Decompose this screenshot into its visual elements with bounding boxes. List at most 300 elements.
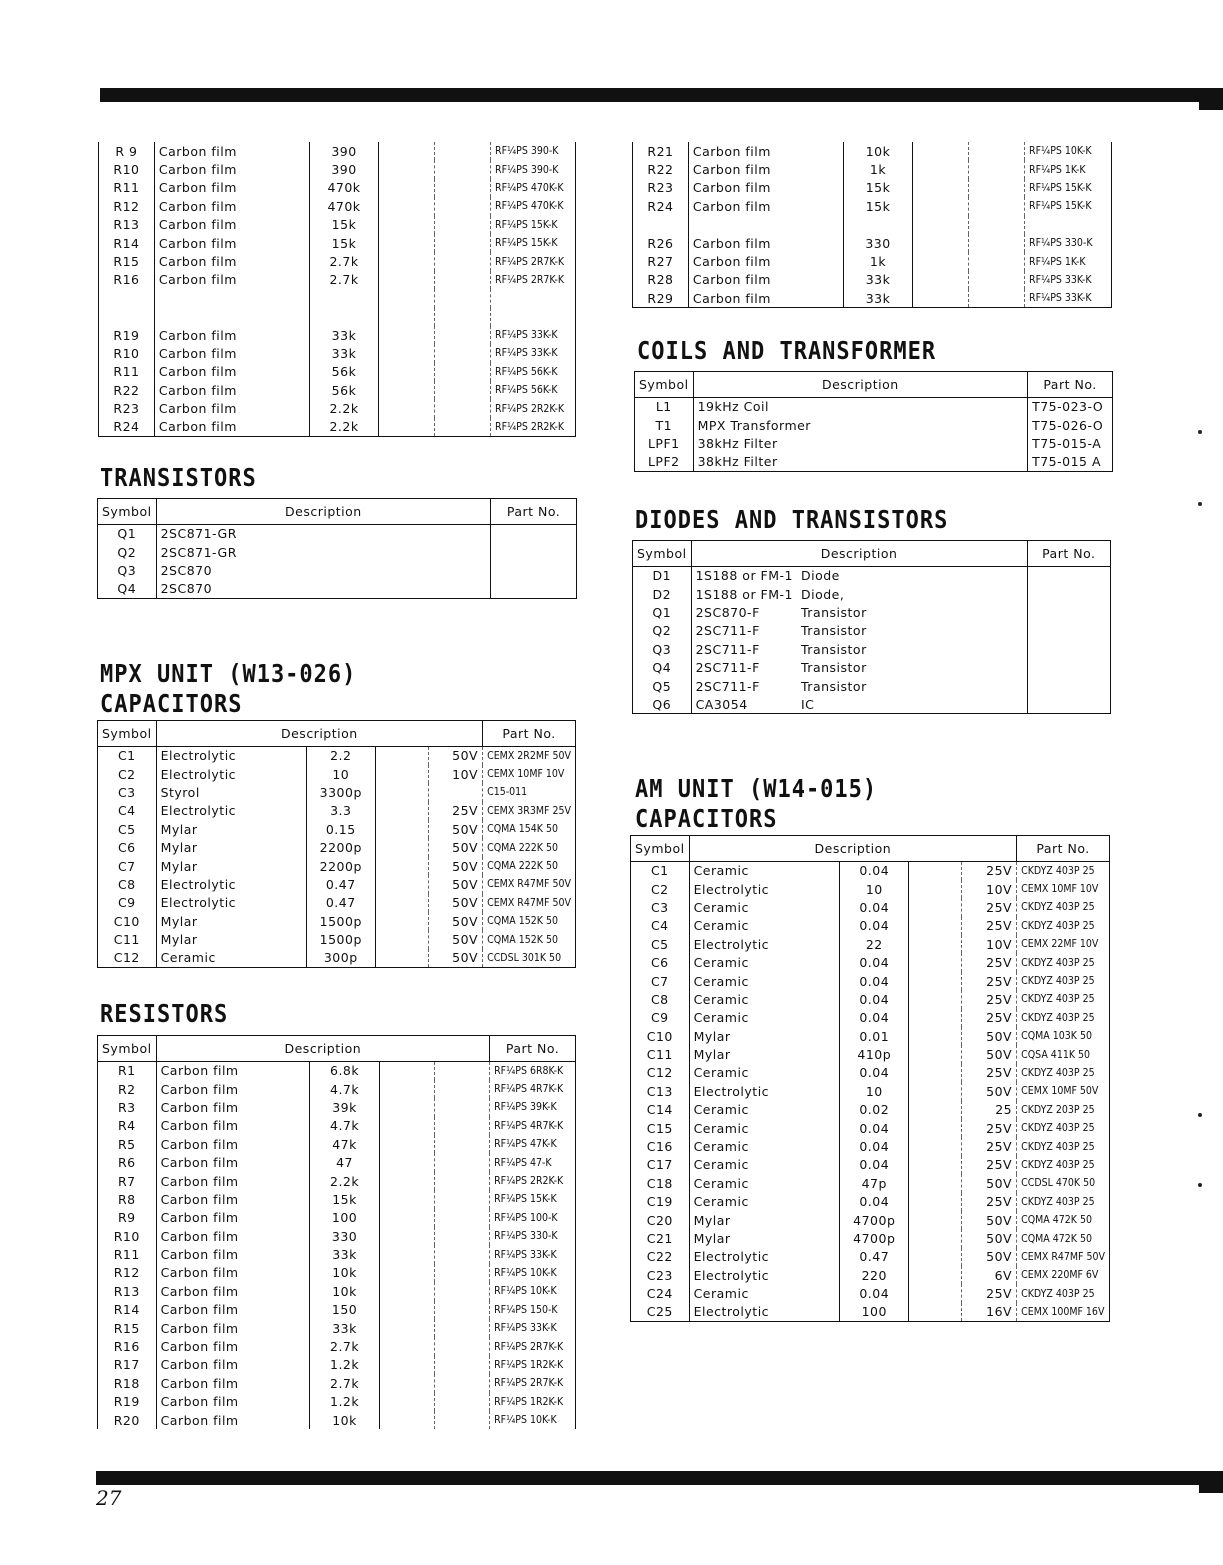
part-no-cell: CCDSL 470K 50 <box>1017 1174 1110 1192</box>
table-row <box>98 747 576 765</box>
rating-cell <box>434 1209 489 1227</box>
type-cell: Carbon film <box>154 271 309 289</box>
symbol-cell: R 9 <box>115 143 138 159</box>
header-symbol: Symbol <box>633 541 692 567</box>
rating-cell: 25V <box>962 1137 1017 1155</box>
value-cell: 10k <box>843 142 913 160</box>
value-cell <box>843 216 913 234</box>
symbol-cell: R10 <box>113 162 140 178</box>
type-cell: Carbon film <box>156 1393 310 1411</box>
blank-cell <box>909 1174 962 1192</box>
table-row <box>98 543 577 561</box>
margin-mark <box>1198 1183 1202 1187</box>
part-no-cell <box>1025 216 1112 234</box>
blank-cell <box>379 1319 434 1337</box>
symbol-cell: Q1 <box>652 604 672 620</box>
rating-cell <box>434 1337 489 1355</box>
value-cell: 2.2k <box>310 1172 379 1190</box>
value-cell: 1k <box>843 252 913 270</box>
symbol-cell: R26 <box>647 235 674 251</box>
symbol-cell: R15 <box>113 1320 140 1336</box>
symbol-cell: D1 <box>652 568 672 584</box>
header-part-no: Part No. <box>491 499 577 525</box>
symbol-cell: C11 <box>646 1047 673 1063</box>
blank-cell <box>379 1153 434 1171</box>
type-cell: Carbon film <box>156 1337 310 1355</box>
value-cell: 330 <box>310 1227 379 1245</box>
header-symbol: Symbol <box>98 721 157 747</box>
rating-cell <box>434 1393 489 1411</box>
value-cell: 410p <box>840 1045 909 1063</box>
header-symbol: Symbol <box>635 372 694 398</box>
symbol-cell: R13 <box>113 217 140 233</box>
blank-cell <box>375 875 428 893</box>
table-row <box>631 990 1110 1008</box>
rating-cell: 10V <box>428 765 483 783</box>
part-no-cell: CKDYZ 403P 25 <box>1017 917 1110 935</box>
part-no-cell: RF¼PS 56K-K <box>491 381 576 399</box>
blank-cell <box>379 1411 434 1429</box>
part-no-cell: RF¼PS 2R2K-K <box>491 399 576 417</box>
symbol-cell: Q2 <box>117 544 137 560</box>
part-no-cell: RF¼PS 56K-K <box>491 363 576 381</box>
am-capacitors-table-wrap <box>630 835 1110 1322</box>
blank-cell <box>913 160 969 178</box>
symbol-cell: C6 <box>117 840 136 856</box>
type-cell: Diode <box>801 568 840 584</box>
rating-cell <box>969 142 1025 160</box>
rating-cell <box>434 1374 489 1392</box>
margin-mark <box>1198 430 1202 434</box>
rating-cell <box>435 308 491 326</box>
type-cell: Carbon film <box>156 1172 310 1190</box>
table-row <box>98 1264 576 1282</box>
type-cell: Mylar <box>689 1211 840 1229</box>
rating-cell <box>434 1282 489 1300</box>
value-cell: 0.04 <box>840 1137 909 1155</box>
rating-cell <box>435 271 491 289</box>
table-row <box>631 1045 1110 1063</box>
table-row <box>635 434 1113 452</box>
type-cell: Transistor <box>801 660 867 676</box>
value-cell: 300p <box>306 949 375 967</box>
blank-cell <box>909 898 962 916</box>
type-cell: Carbon film <box>154 234 309 252</box>
blank-cell <box>375 783 428 801</box>
part-no-cell <box>491 561 577 579</box>
symbol-cell: C8 <box>117 876 136 892</box>
rating-cell <box>969 271 1025 289</box>
rating-cell <box>434 1135 489 1153</box>
table-row <box>633 142 1112 160</box>
blank-cell <box>909 862 962 880</box>
value-cell: 1k <box>843 160 913 178</box>
rating-cell: 50V <box>962 1248 1017 1266</box>
part-no-cell: RF¼PS 10K-K <box>490 1282 576 1300</box>
symbol-cell: R29 <box>647 290 674 306</box>
part-no-cell <box>1027 695 1110 713</box>
part-no-cell: CKDYZ 203P 25 <box>1017 1101 1110 1119</box>
blank-cell <box>379 1393 434 1411</box>
table-row <box>631 1137 1110 1155</box>
table-row <box>633 695 1111 713</box>
table-row <box>633 252 1112 270</box>
part-no-cell: RF¼PS 1R2K-K <box>490 1393 576 1411</box>
rating-cell <box>434 1356 489 1374</box>
rating-cell <box>969 160 1025 178</box>
value-cell: 56k <box>309 381 379 399</box>
rating-cell <box>969 252 1025 270</box>
rating-cell <box>435 418 491 436</box>
value-cell: 33k <box>309 326 379 344</box>
value-cell: 39k <box>310 1098 379 1116</box>
table-row <box>631 1211 1110 1229</box>
blank-cell <box>375 802 428 820</box>
section-title: DIODES AND TRANSISTORS <box>635 506 949 535</box>
type-cell: Ceramic <box>156 949 306 967</box>
table-row <box>98 783 576 801</box>
symbol-cell: C12 <box>646 1065 673 1081</box>
table-row <box>99 289 576 307</box>
symbol-cell: R10 <box>113 345 140 361</box>
type-cell: Electrolytic <box>156 765 306 783</box>
table-row <box>99 363 576 381</box>
value-cell: 0.04 <box>840 1156 909 1174</box>
type-cell: Ceramic <box>689 1156 840 1174</box>
part-no-cell: T75-023-O <box>1028 398 1113 416</box>
value-cell: 22 <box>840 935 909 953</box>
part-no-cell: RF¼PS 2R2K-K <box>491 418 576 436</box>
part-no-cell: CKDYZ 403P 25 <box>1017 990 1110 1008</box>
header-part-no: Part No. <box>1027 541 1110 567</box>
symbol-cell: C1 <box>650 863 669 879</box>
type-cell: Carbon film <box>154 197 309 215</box>
part-no-cell: RF¼PS 33K-K <box>490 1319 576 1337</box>
symbol-cell: R23 <box>113 401 140 417</box>
section-title: CAPACITORS <box>635 805 778 834</box>
part-cell: 2SC711-F <box>691 640 797 658</box>
rating-cell <box>434 1190 489 1208</box>
type-cell: Diode, <box>801 586 845 602</box>
section-title: COILS AND TRANSFORMER <box>637 337 937 366</box>
table-row <box>631 1082 1110 1100</box>
type-cell: Carbon film <box>154 363 309 381</box>
value-cell: 100 <box>840 1303 909 1321</box>
value-cell: 2200p <box>306 838 375 856</box>
type-cell: Transistor <box>801 678 867 694</box>
description-cell: 2SC870 <box>156 580 491 598</box>
rating-cell: 50V <box>428 912 483 930</box>
part-cell: 2SC711-F <box>691 658 797 676</box>
part-no-cell: RF¼PS 33K-K <box>491 344 576 362</box>
table-row <box>631 917 1110 935</box>
table-row <box>98 1117 576 1135</box>
value-cell: 4700p <box>840 1211 909 1229</box>
rating-cell: 50V <box>962 1027 1017 1045</box>
header-symbol: Symbol <box>631 836 690 862</box>
table-row <box>98 875 576 893</box>
diodes-section <box>635 506 949 535</box>
left-resistors-continued <box>98 142 576 437</box>
type-cell: Ceramic <box>689 862 840 880</box>
type-cell: Carbon film <box>156 1153 310 1171</box>
coils-section <box>637 337 937 366</box>
part-no-cell: RF¼PS 330-K <box>490 1227 576 1245</box>
rating-cell <box>435 326 491 344</box>
value-cell: 0.04 <box>840 898 909 916</box>
type-cell: Carbon film <box>688 179 843 197</box>
table-row <box>98 838 576 856</box>
table-row <box>631 1174 1110 1192</box>
value-cell: 0.04 <box>840 990 909 1008</box>
part-no-cell: RF¼PS 33K-K <box>491 326 576 344</box>
type-cell: Carbon film <box>156 1080 310 1098</box>
type-cell: Ceramic <box>689 1174 840 1192</box>
description-cell: 38kHz Filter <box>693 453 1028 471</box>
blank-cell <box>379 1209 434 1227</box>
part-no-cell: CEMX 2R2MF 50V <box>483 747 576 765</box>
value-cell: 10k <box>310 1264 379 1282</box>
type-cell: Mylar <box>689 1229 840 1247</box>
value-cell <box>309 289 379 307</box>
part-no-cell: T75-026-O <box>1028 416 1113 434</box>
part-no-cell: RF¼PS 15K-K <box>1025 197 1112 215</box>
symbol-cell: C8 <box>650 991 669 1007</box>
symbol-cell: R17 <box>113 1357 140 1373</box>
value-cell: 15k <box>843 197 913 215</box>
part-no-cell: RF¼PS 47-K <box>490 1153 576 1171</box>
table-row <box>99 160 576 178</box>
part-no-cell <box>1027 677 1110 695</box>
value-cell: 33k <box>310 1319 379 1337</box>
rating-cell <box>434 1264 489 1282</box>
part-cell: 2SC711-F <box>691 677 797 695</box>
table-row <box>98 1356 576 1374</box>
rating-cell: 50V <box>428 930 483 948</box>
rating-cell: 25V <box>962 917 1017 935</box>
part-no-cell: T75-015-A <box>1028 434 1113 452</box>
symbol-cell: C17 <box>646 1157 673 1173</box>
value-cell: 100 <box>310 1209 379 1227</box>
type-cell: Electrolytic <box>689 935 840 953</box>
blank-cell <box>909 1137 962 1155</box>
part-no-cell: RF¼PS 470K-K <box>491 179 576 197</box>
rating-cell: 25V <box>962 898 1017 916</box>
description-cell: 2SC871-GR <box>156 525 491 543</box>
type-cell: Carbon film <box>154 344 309 362</box>
table-row <box>98 1337 576 1355</box>
part-no-cell: CQMA 222K 50 <box>483 857 576 875</box>
table-row <box>633 585 1111 603</box>
value-cell: 47p <box>840 1174 909 1192</box>
symbol-cell: C2 <box>117 766 136 782</box>
table-row <box>99 381 576 399</box>
table-row <box>631 972 1110 990</box>
part-no-cell: RF¼PS 33K-K <box>1025 289 1112 307</box>
table-row <box>98 1080 576 1098</box>
symbol-cell: C5 <box>117 821 136 837</box>
part-no-cell: RF¼PS 15K-K <box>1025 179 1112 197</box>
part-no-cell: RF¼PS 470K-K <box>491 197 576 215</box>
part-no-cell <box>1027 658 1110 676</box>
blank-cell <box>909 1064 962 1082</box>
rating-cell <box>435 252 491 270</box>
blank-cell <box>379 1117 434 1135</box>
type-cell: Carbon film <box>154 418 309 436</box>
blank-cell <box>909 935 962 953</box>
symbol-cell: R11 <box>113 364 140 380</box>
blank-cell <box>379 399 435 417</box>
type-cell: Carbon film <box>688 142 843 160</box>
blank-cell <box>379 1282 434 1300</box>
type-cell: Ceramic <box>689 1193 840 1211</box>
part-cell: 2SC870-F <box>691 603 797 621</box>
rating-cell: 25V <box>962 1156 1017 1174</box>
type-cell: Electrolytic <box>689 1266 840 1284</box>
mpx-capacitors-table-wrap <box>97 720 576 968</box>
blank-cell <box>379 1245 434 1263</box>
type-cell: Electrolytic <box>156 894 306 912</box>
table-row <box>631 1248 1110 1266</box>
table-row <box>98 1227 576 1245</box>
symbol-cell: C19 <box>646 1194 673 1210</box>
margin-mark <box>1198 1113 1202 1117</box>
symbol-cell: R9 <box>117 1210 136 1226</box>
blank-cell <box>909 1193 962 1211</box>
rating-cell <box>969 234 1025 252</box>
blank-cell <box>379 326 435 344</box>
symbol-cell <box>99 308 155 326</box>
value-cell: 1.2k <box>310 1393 379 1411</box>
type-cell: Mylar <box>689 1045 840 1063</box>
value-cell: 10 <box>840 1082 909 1100</box>
part-no-cell: CKDYZ 403P 25 <box>1017 1064 1110 1082</box>
value-cell: 0.04 <box>840 917 909 935</box>
part-no-cell: CEMX 10MF 50V <box>1017 1082 1110 1100</box>
value-cell: 56k <box>309 363 379 381</box>
value-cell: 2.2 <box>306 747 375 765</box>
blank-cell <box>379 142 435 160</box>
rating-cell: 50V <box>962 1082 1017 1100</box>
value-cell: 0.47 <box>306 894 375 912</box>
part-no-cell <box>491 543 577 561</box>
symbol-cell: R3 <box>117 1099 136 1115</box>
type-cell: Carbon film <box>156 1117 310 1135</box>
rating-cell <box>435 381 491 399</box>
rating-cell: 25V <box>962 1193 1017 1211</box>
symbol-cell: R13 <box>113 1283 140 1299</box>
symbol-cell: R19 <box>113 327 140 343</box>
table-row <box>633 216 1112 234</box>
table-row <box>98 1301 576 1319</box>
type-cell: Ceramic <box>689 898 840 916</box>
blank-cell <box>909 880 962 898</box>
rating-cell: 16V <box>962 1303 1017 1321</box>
blank-cell <box>375 930 428 948</box>
type-cell <box>688 216 843 234</box>
table-row <box>631 935 1110 953</box>
header-description: Description <box>156 499 491 525</box>
unit-title: MPX UNIT (W13-026) <box>100 660 357 689</box>
section-title: RESISTORS <box>100 1000 229 1029</box>
rating-cell: 50V <box>428 820 483 838</box>
blank-cell <box>379 252 435 270</box>
symbol-cell: R11 <box>113 1247 140 1263</box>
type-cell: Carbon film <box>156 1245 310 1263</box>
type-cell: Carbon film <box>156 1282 310 1300</box>
type-cell: Electrolytic <box>689 1303 840 1321</box>
type-cell: Electrolytic <box>156 875 306 893</box>
value-cell: 4.7k <box>310 1080 379 1098</box>
part-no-cell: RF¼PS 47K-K <box>490 1135 576 1153</box>
transistors-table <box>97 498 577 599</box>
part-no-cell: CCDSL 301K 50 <box>483 949 576 967</box>
part-no-cell: CQMA 472K 50 <box>1017 1229 1110 1247</box>
part-no-cell <box>1027 585 1110 603</box>
value-cell: 10k <box>310 1282 379 1300</box>
rating-cell: 50V <box>428 747 483 765</box>
blank-cell <box>913 252 969 270</box>
type-cell: Carbon film <box>156 1319 310 1337</box>
table-row <box>99 399 576 417</box>
header-description: Description <box>689 836 1017 862</box>
type-cell <box>154 308 309 326</box>
table-row <box>631 1009 1110 1027</box>
symbol-cell: C9 <box>650 1010 669 1026</box>
type-cell: Carbon film <box>156 1227 310 1245</box>
header-description: Description <box>156 1036 490 1062</box>
value-cell: 0.15 <box>306 820 375 838</box>
blank-cell <box>909 1284 962 1302</box>
description-cell: 19kHz Coil <box>693 398 1028 416</box>
rating-cell <box>969 197 1025 215</box>
rating-cell: 50V <box>962 1045 1017 1063</box>
symbol-cell: R6 <box>117 1155 136 1171</box>
symbol-cell: C22 <box>646 1249 673 1265</box>
table-row <box>98 561 577 579</box>
symbol-cell: D2 <box>652 586 672 602</box>
rating-cell <box>434 1319 489 1337</box>
rating-cell <box>435 344 491 362</box>
part-cell: 1S188 or FM-1 <box>691 585 797 603</box>
symbol-cell: LPF1 <box>647 435 680 451</box>
diodes-table <box>632 540 1111 714</box>
rating-cell <box>435 179 491 197</box>
symbol-cell: R4 <box>117 1118 136 1134</box>
value-cell: 0.04 <box>840 1193 909 1211</box>
header-symbol: Symbol <box>98 1036 157 1062</box>
part-no-cell: CKDYZ 403P 25 <box>1017 1156 1110 1174</box>
symbol-cell: R16 <box>113 1339 140 1355</box>
table-row <box>99 197 576 215</box>
table-row <box>633 271 1112 289</box>
table-row <box>98 580 577 598</box>
part-no-cell: RF¼PS 1K-K <box>1025 252 1112 270</box>
table-row <box>631 880 1110 898</box>
type-cell: Carbon film <box>154 160 309 178</box>
rating-cell <box>434 1153 489 1171</box>
header-part-no: Part No. <box>1028 372 1113 398</box>
value-cell: 2.7k <box>310 1337 379 1355</box>
table-row <box>99 179 576 197</box>
symbol-cell: R22 <box>113 382 140 398</box>
rating-cell <box>969 179 1025 197</box>
blank-cell <box>909 990 962 1008</box>
table-row <box>631 1027 1110 1045</box>
right-resistors-continued <box>632 142 1112 308</box>
blank-cell <box>909 1009 962 1027</box>
blank-cell <box>913 197 969 215</box>
